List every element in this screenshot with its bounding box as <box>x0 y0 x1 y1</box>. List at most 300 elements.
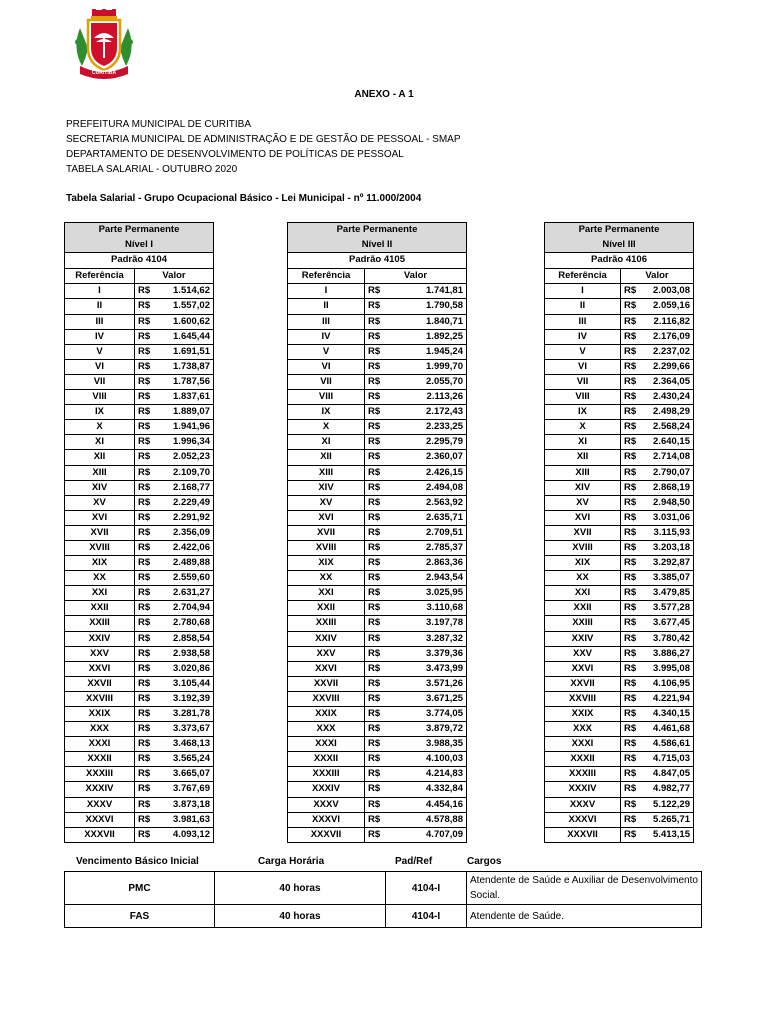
currency-cell: R$ <box>621 405 639 420</box>
valor-cell: 5.413,15 <box>639 827 694 842</box>
valor-cell: 2.364,05 <box>639 374 694 389</box>
valor-cell: 2.360,07 <box>395 450 467 465</box>
currency-cell: R$ <box>365 420 395 435</box>
referencia-cell: XXV <box>288 646 365 661</box>
currency-cell: R$ <box>621 737 639 752</box>
currency-cell: R$ <box>621 616 639 631</box>
table-row <box>288 631 467 646</box>
valor-cell: 1.945,24 <box>395 344 467 359</box>
table-row <box>545 616 694 631</box>
valor-cell: 3.774,05 <box>395 707 467 722</box>
currency-cell: R$ <box>365 435 395 450</box>
table-row <box>288 812 467 827</box>
table-row <box>288 737 467 752</box>
valor-cell: 2.229,49 <box>157 495 214 510</box>
valor-cell: 3.873,18 <box>157 797 214 812</box>
valor-cell: 3.020,86 <box>157 661 214 676</box>
valor-cell: 3.373,67 <box>157 722 214 737</box>
cargos-desc-cell: Atendente de Saúde. <box>467 905 702 928</box>
valor-cell: 1.837,61 <box>157 390 214 405</box>
table-row <box>65 284 214 299</box>
referencia-cell: XXVIII <box>288 691 365 706</box>
currency-cell: R$ <box>365 374 395 389</box>
referencia-cell: V <box>545 344 621 359</box>
currency-cell: R$ <box>135 737 157 752</box>
currency-cell: R$ <box>621 661 639 676</box>
referencia-cell: IV <box>545 329 621 344</box>
referencia-cell: XI <box>288 435 365 450</box>
valor-cell: 2.943,54 <box>395 571 467 586</box>
table-row <box>288 525 467 540</box>
referencia-cell: X <box>545 420 621 435</box>
currency-cell: R$ <box>365 676 395 691</box>
valor-cell: 4.340,15 <box>639 707 694 722</box>
table-row <box>288 299 467 314</box>
table-header-row <box>545 238 694 253</box>
valor-cell: 4.982,77 <box>639 782 694 797</box>
footer-header-carga: Carga Horária <box>258 856 325 867</box>
column-header-valor: Valor <box>365 268 467 284</box>
valor-cell: 2.168,77 <box>157 480 214 495</box>
valor-cell: 3.988,35 <box>395 737 467 752</box>
table-row <box>65 601 214 616</box>
currency-cell: R$ <box>621 556 639 571</box>
valor-cell: 2.356,09 <box>157 525 214 540</box>
table-padrao: Padrão 4104 <box>65 253 214 269</box>
table-row <box>65 812 214 827</box>
table-row <box>288 661 467 676</box>
referencia-cell: XXVII <box>288 676 365 691</box>
valor-cell: 2.494,08 <box>395 480 467 495</box>
referencia-cell: XVII <box>65 525 135 540</box>
referencia-cell: XXXVI <box>288 812 365 827</box>
footer-header-padref: Pad/Ref <box>395 856 433 867</box>
referencia-cell: III <box>288 314 365 329</box>
document-header <box>66 117 461 177</box>
table-row <box>65 390 214 405</box>
table-row <box>545 556 694 571</box>
valor-cell: 2.176,09 <box>639 329 694 344</box>
currency-cell: R$ <box>365 707 395 722</box>
referencia-cell: XXXII <box>288 752 365 767</box>
valor-cell: 1.941,96 <box>157 420 214 435</box>
table-row <box>65 359 214 374</box>
valor-cell: 3.886,27 <box>639 646 694 661</box>
valor-cell: 3.995,08 <box>639 661 694 676</box>
table-row <box>545 314 694 329</box>
valor-cell: 2.172,43 <box>395 405 467 420</box>
referencia-cell: II <box>288 299 365 314</box>
referencia-cell: V <box>288 344 365 359</box>
referencia-cell: IV <box>288 329 365 344</box>
currency-cell: R$ <box>365 359 395 374</box>
table-row <box>65 616 214 631</box>
table-row <box>288 465 467 480</box>
currency-cell: R$ <box>621 631 639 646</box>
referencia-cell: III <box>65 314 135 329</box>
currency-cell: R$ <box>621 540 639 555</box>
table-row <box>65 691 214 706</box>
currency-cell: R$ <box>621 314 639 329</box>
referencia-cell: XIII <box>288 465 365 480</box>
currency-cell: R$ <box>621 374 639 389</box>
table-row <box>288 722 467 737</box>
currency-cell: R$ <box>135 571 157 586</box>
cargos-row-fas <box>65 905 702 928</box>
table-padrao: Padrão 4105 <box>288 253 467 269</box>
table-row <box>545 631 694 646</box>
valor-cell: 2.938,58 <box>157 646 214 661</box>
referencia-cell: XIX <box>288 556 365 571</box>
valor-cell: 2.709,51 <box>395 525 467 540</box>
salary-table-nivel-1 <box>64 222 214 843</box>
valor-cell: 4.332,84 <box>395 782 467 797</box>
valor-cell: 2.299,66 <box>639 359 694 374</box>
currency-cell: R$ <box>135 299 157 314</box>
valor-cell: 4.214,83 <box>395 767 467 782</box>
valor-cell: 2.489,88 <box>157 556 214 571</box>
footer-header-vencimento: Vencimento Básico Inicial <box>76 856 199 867</box>
referencia-cell: XXXII <box>65 752 135 767</box>
referencia-cell: XXXVII <box>545 827 621 842</box>
currency-cell: R$ <box>135 344 157 359</box>
table-row <box>545 797 694 812</box>
table-header-nivel: Nível II <box>288 238 467 253</box>
valor-cell: 2.790,07 <box>639 465 694 480</box>
referencia-cell: VII <box>65 374 135 389</box>
valor-cell: 2.295,79 <box>395 435 467 450</box>
currency-cell: R$ <box>621 586 639 601</box>
valor-cell: 4.106,95 <box>639 676 694 691</box>
referencia-cell: XX <box>545 571 621 586</box>
table-row <box>65 510 214 525</box>
valor-cell: 3.565,24 <box>157 752 214 767</box>
referencia-cell: XIII <box>65 465 135 480</box>
table-row <box>288 284 467 299</box>
valor-cell: 3.105,44 <box>157 676 214 691</box>
referencia-cell: XXVI <box>545 661 621 676</box>
referencia-cell: XXXIV <box>288 782 365 797</box>
table-row <box>288 782 467 797</box>
valor-cell: 2.422,06 <box>157 540 214 555</box>
currency-cell: R$ <box>365 797 395 812</box>
table-row <box>288 646 467 661</box>
referencia-cell: XXII <box>545 601 621 616</box>
currency-cell: R$ <box>365 510 395 525</box>
table-row <box>65 329 214 344</box>
currency-cell: R$ <box>621 767 639 782</box>
header-line-1: PREFEITURA MUNICIPAL DE CURITIBA <box>66 119 252 130</box>
currency-cell: R$ <box>621 299 639 314</box>
table-row <box>288 571 467 586</box>
table-row <box>65 782 214 797</box>
table-row <box>288 510 467 525</box>
valor-cell: 2.714,08 <box>639 450 694 465</box>
table-row <box>545 374 694 389</box>
valor-cell: 1.999,70 <box>395 359 467 374</box>
referencia-cell: XV <box>545 495 621 510</box>
valor-cell: 3.379,36 <box>395 646 467 661</box>
valor-cell: 3.192,39 <box>157 691 214 706</box>
valor-cell: 2.868,19 <box>639 480 694 495</box>
table-row <box>65 646 214 661</box>
referencia-cell: XXXVII <box>288 827 365 842</box>
table-row <box>288 420 467 435</box>
column-header-referencia: Referência <box>545 268 621 284</box>
referencia-cell: XVIII <box>288 540 365 555</box>
referencia-cell: XX <box>65 571 135 586</box>
table-row <box>545 450 694 465</box>
table-row <box>545 601 694 616</box>
valor-cell: 3.292,87 <box>639 556 694 571</box>
referencia-cell: XXIX <box>288 707 365 722</box>
referencia-cell: XXVI <box>65 661 135 676</box>
referencia-cell: X <box>288 420 365 435</box>
referencia-cell: XXXIV <box>545 782 621 797</box>
column-header-valor: Valor <box>621 268 694 284</box>
valor-cell: 2.430,24 <box>639 390 694 405</box>
currency-cell: R$ <box>135 722 157 737</box>
currency-cell: R$ <box>365 465 395 480</box>
valor-cell: 2.948,50 <box>639 495 694 510</box>
currency-cell: R$ <box>621 450 639 465</box>
table-header-row <box>65 223 214 238</box>
currency-cell: R$ <box>365 646 395 661</box>
valor-cell: 2.116,82 <box>639 314 694 329</box>
table-row <box>545 767 694 782</box>
referencia-cell: VII <box>288 374 365 389</box>
annex-title: ANEXO - A 1 <box>354 89 414 100</box>
referencia-cell: XXIII <box>65 616 135 631</box>
salary-table-nivel-3 <box>544 222 694 843</box>
currency-cell: R$ <box>621 676 639 691</box>
table-row <box>65 631 214 646</box>
referencia-cell: XXII <box>288 601 365 616</box>
valor-cell: 2.291,92 <box>157 510 214 525</box>
valor-cell: 1.600,62 <box>157 314 214 329</box>
referencia-cell: XXX <box>545 722 621 737</box>
referencia-cell: XXIV <box>288 631 365 646</box>
referencia-cell: XXVIII <box>65 691 135 706</box>
currency-cell: R$ <box>621 390 639 405</box>
table-row <box>288 556 467 571</box>
table-header-nivel: Nível III <box>545 238 694 253</box>
table-row <box>65 374 214 389</box>
table-row <box>288 344 467 359</box>
currency-cell: R$ <box>135 390 157 405</box>
referencia-cell: XXI <box>65 586 135 601</box>
table-row <box>288 450 467 465</box>
currency-cell: R$ <box>621 601 639 616</box>
currency-cell: R$ <box>135 601 157 616</box>
referencia-cell: XXXV <box>65 797 135 812</box>
currency-cell: R$ <box>365 571 395 586</box>
referencia-cell: XXX <box>65 722 135 737</box>
table-row <box>288 676 467 691</box>
referencia-cell: XII <box>65 450 135 465</box>
referencia-cell: XXXV <box>545 797 621 812</box>
valor-cell: 3.577,28 <box>639 601 694 616</box>
referencia-cell: XXIX <box>545 707 621 722</box>
table-row <box>65 420 214 435</box>
referencia-cell: IX <box>288 405 365 420</box>
currency-cell: R$ <box>621 752 639 767</box>
referencia-cell: XVI <box>288 510 365 525</box>
valor-cell: 2.233,25 <box>395 420 467 435</box>
valor-cell: 2.568,24 <box>639 420 694 435</box>
currency-cell: R$ <box>135 510 157 525</box>
table-row <box>65 707 214 722</box>
table-padrao-row <box>288 253 467 269</box>
table-row <box>545 390 694 405</box>
currency-cell: R$ <box>135 812 157 827</box>
currency-cell: R$ <box>135 691 157 706</box>
table-row <box>545 540 694 555</box>
currency-cell: R$ <box>365 661 395 676</box>
table-row <box>288 480 467 495</box>
currency-cell: R$ <box>365 344 395 359</box>
currency-cell: R$ <box>135 450 157 465</box>
table-row <box>545 480 694 495</box>
currency-cell: R$ <box>365 782 395 797</box>
currency-cell: R$ <box>365 737 395 752</box>
table-row <box>65 525 214 540</box>
referencia-cell: XXVIII <box>545 691 621 706</box>
currency-cell: R$ <box>365 299 395 314</box>
table-row <box>288 707 467 722</box>
valor-cell: 1.691,51 <box>157 344 214 359</box>
currency-cell: R$ <box>365 601 395 616</box>
valor-cell: 3.767,69 <box>157 782 214 797</box>
table-row <box>288 797 467 812</box>
valor-cell: 4.093,12 <box>157 827 214 842</box>
valor-cell: 2.640,15 <box>639 435 694 450</box>
valor-cell: 1.645,44 <box>157 329 214 344</box>
referencia-cell: XIV <box>545 480 621 495</box>
currency-cell: R$ <box>135 525 157 540</box>
valor-cell: 3.281,78 <box>157 707 214 722</box>
referencia-cell: XXVI <box>288 661 365 676</box>
referencia-cell: XIX <box>545 556 621 571</box>
referencia-cell: IX <box>65 405 135 420</box>
valor-cell: 4.461,68 <box>639 722 694 737</box>
valor-cell: 2.563,92 <box>395 495 467 510</box>
referencia-cell: XXIII <box>288 616 365 631</box>
table-padrao-row <box>545 253 694 269</box>
referencia-cell: XXXIII <box>288 767 365 782</box>
valor-cell: 3.571,26 <box>395 676 467 691</box>
header-line-4: TABELA SALARIAL - OUTUBRO 2020 <box>66 164 238 175</box>
referencia-cell: VIII <box>65 390 135 405</box>
table-row <box>545 405 694 420</box>
curitiba-coat-of-arms-logo <box>66 8 142 80</box>
table-header-parte: Parte Permanente <box>545 223 694 238</box>
table-row <box>288 540 467 555</box>
currency-cell: R$ <box>365 586 395 601</box>
table-row <box>65 586 214 601</box>
table-header-row <box>545 223 694 238</box>
valor-cell: 2.052,23 <box>157 450 214 465</box>
valor-cell: 4.715,03 <box>639 752 694 767</box>
table-row <box>65 571 214 586</box>
salary-table-nivel-2 <box>287 222 467 843</box>
referencia-cell: XXIII <box>545 616 621 631</box>
table-row <box>65 827 214 842</box>
referencia-cell: XVII <box>545 525 621 540</box>
table-row <box>545 586 694 601</box>
table-row <box>545 435 694 450</box>
referencia-cell: XXXI <box>288 737 365 752</box>
valor-cell: 2.631,27 <box>157 586 214 601</box>
valor-cell: 3.115,93 <box>639 525 694 540</box>
valor-cell: 1.787,56 <box>157 374 214 389</box>
table-row <box>65 299 214 314</box>
column-header-valor: Valor <box>135 268 214 284</box>
referencia-cell: XIII <box>545 465 621 480</box>
currency-cell: R$ <box>365 329 395 344</box>
valor-cell: 3.479,85 <box>639 586 694 601</box>
currency-cell: R$ <box>621 465 639 480</box>
table-row <box>288 435 467 450</box>
valor-cell: 2.785,37 <box>395 540 467 555</box>
referencia-cell: XXI <box>545 586 621 601</box>
referencia-cell: XXXIV <box>65 782 135 797</box>
valor-cell: 1.738,87 <box>157 359 214 374</box>
referencia-cell: V <box>65 344 135 359</box>
currency-cell: R$ <box>621 691 639 706</box>
cargos-desc-cell: Atendente de Saúde e Auxiliar de Desenvolvimento Social. <box>467 872 702 905</box>
table-row <box>65 676 214 691</box>
table-row <box>288 827 467 842</box>
currency-cell: R$ <box>621 435 639 450</box>
table-row <box>545 571 694 586</box>
table-row <box>288 767 467 782</box>
cargos-row-pmc <box>65 872 702 905</box>
currency-cell: R$ <box>365 284 395 299</box>
valor-cell: 2.635,71 <box>395 510 467 525</box>
referencia-cell: XV <box>65 495 135 510</box>
table-row <box>65 661 214 676</box>
valor-cell: 1.996,34 <box>157 435 214 450</box>
referencia-cell: III <box>545 314 621 329</box>
currency-cell: R$ <box>365 480 395 495</box>
currency-cell: R$ <box>365 405 395 420</box>
referencia-cell: XI <box>65 435 135 450</box>
referencia-cell: VI <box>65 359 135 374</box>
currency-cell: R$ <box>135 707 157 722</box>
referencia-cell: I <box>545 284 621 299</box>
referencia-cell: XII <box>288 450 365 465</box>
referencia-cell: XXXVI <box>65 812 135 827</box>
table-row <box>545 329 694 344</box>
referencia-cell: XVI <box>65 510 135 525</box>
referencia-cell: VIII <box>545 390 621 405</box>
table-row <box>65 767 214 782</box>
cargos-venc-cell: PMC <box>65 872 215 905</box>
table-header-row <box>288 223 467 238</box>
currency-cell: R$ <box>365 767 395 782</box>
currency-cell: R$ <box>621 420 639 435</box>
currency-cell: R$ <box>621 797 639 812</box>
referencia-cell: XXXIII <box>545 767 621 782</box>
table-subtitle: Tabela Salarial - Grupo Ocupacional Básico - Lei Municipal - nº 11.000/2004 <box>66 193 422 204</box>
valor-cell: 3.287,32 <box>395 631 467 646</box>
currency-cell: R$ <box>135 359 157 374</box>
referencia-cell: XXIV <box>545 631 621 646</box>
valor-cell: 4.847,05 <box>639 767 694 782</box>
table-row <box>545 737 694 752</box>
valor-cell: 2.237,02 <box>639 344 694 359</box>
